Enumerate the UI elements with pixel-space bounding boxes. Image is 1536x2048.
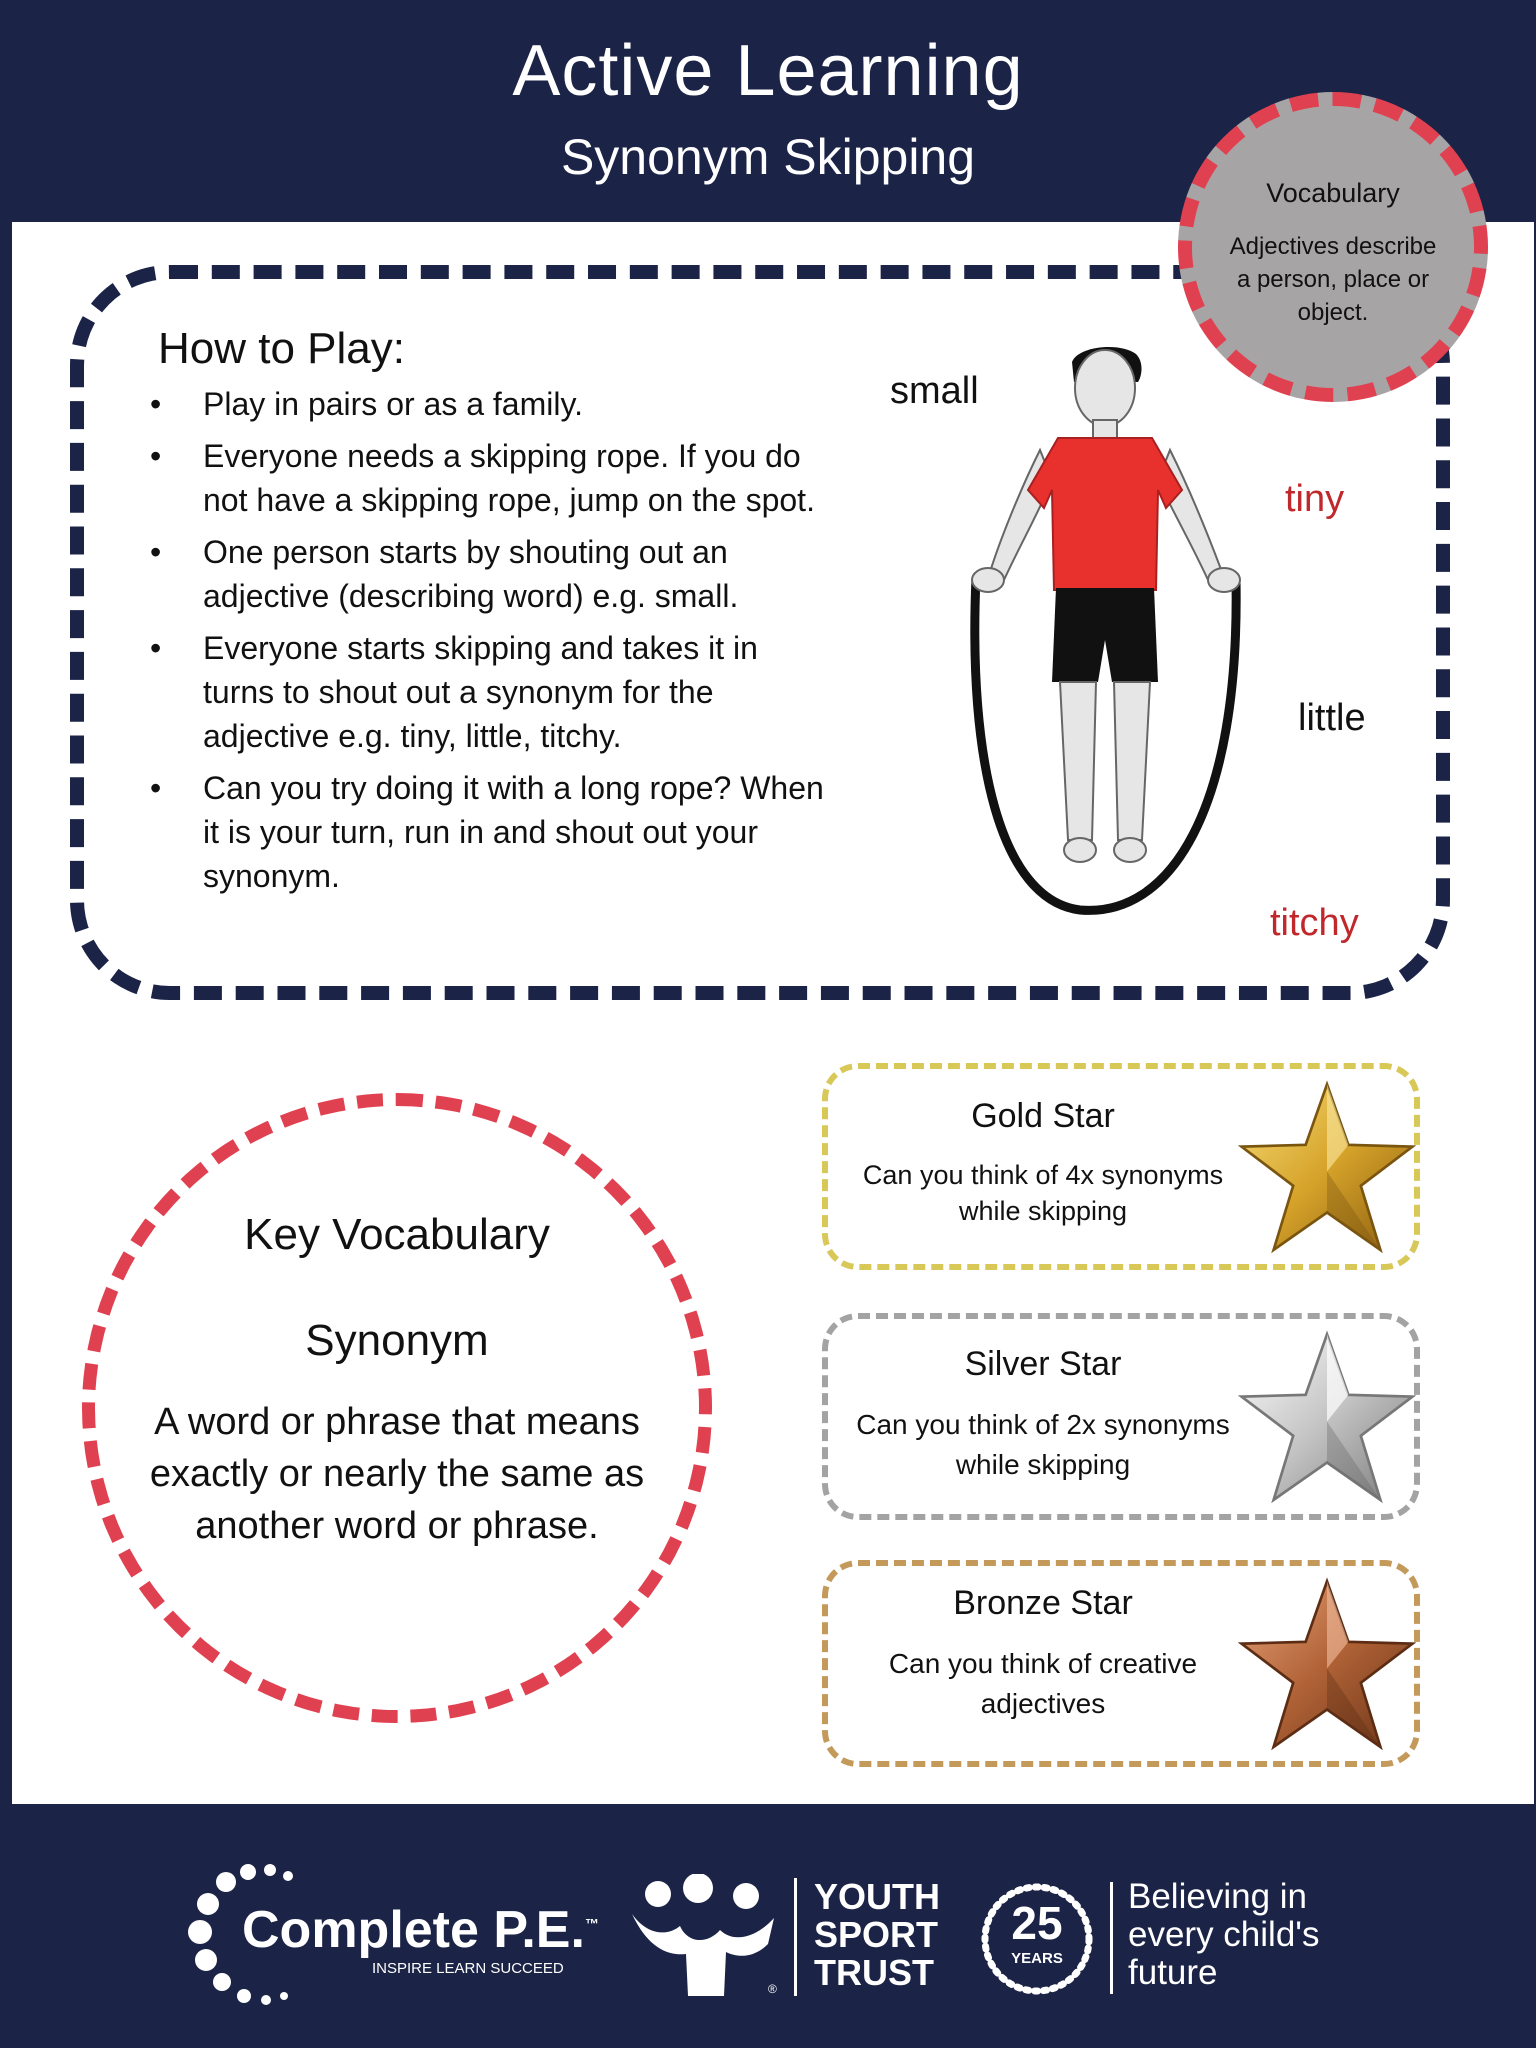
divider (1110, 1882, 1113, 1994)
how-to-play-title: How to Play: (158, 324, 405, 373)
list-item-text: Can you try doing it with a long rope? When it is your turn, run in and shout out your synonym. (203, 770, 824, 894)
youth-sport-trust-line1: YOUTH (814, 1876, 940, 1917)
synonym-word-little: little (1298, 697, 1366, 739)
list-item-text: One person starts by shouting out an adjective (describing word) e.g. small. (203, 534, 739, 614)
anniversary-number: 25 (1011, 1897, 1063, 1949)
slogan (1128, 1878, 1319, 1992)
silver-star-icon (1238, 1329, 1416, 1507)
bullet: • (150, 438, 162, 474)
bronze-star-box (822, 1560, 1420, 1767)
page-title: Active Learning (512, 31, 1024, 111)
complete-pe-logo-text (242, 1900, 599, 1960)
complete-pe-tagline: INSPIRE LEARN SUCCEED (372, 1960, 564, 1977)
key-vocabulary-circle (82, 1093, 712, 1723)
silver-star-description: Can you think of 2x synonyms while skipping (856, 1409, 1230, 1480)
how-to-play-list (150, 382, 830, 906)
gold-star-icon (1238, 1079, 1416, 1257)
list-item-text: Play in pairs or as a family. (203, 386, 583, 422)
key-vocabulary-definition: A word or phrase that means exactly or nearly the same as another word or phrase. (149, 1401, 645, 1547)
bronze-star-description: Can you think of creative adjectives (888, 1648, 1198, 1719)
list-item-text: Everyone starts skipping and takes it in turns to shout out a synonym for the adjective e.g. tiny, little, titchy. (203, 630, 758, 754)
gold-star-description: Can you think of 4x synonyms while skipping (862, 1160, 1224, 1226)
vocabulary-bubble (1178, 92, 1488, 402)
list-item (150, 626, 830, 758)
youth-sport-trust-figures-icon (628, 1874, 778, 2004)
bullet: • (150, 770, 162, 806)
youth-sport-trust-logo-text (814, 1878, 940, 1992)
synonym-word-small: small (890, 370, 979, 412)
silver-star-box (822, 1313, 1420, 1520)
complete-pe-name: Complete P.E. (242, 1901, 585, 1959)
synonym-word-tiny: tiny (1285, 478, 1345, 520)
youth-sport-trust-line2: SPORT (814, 1914, 939, 1955)
bullet: • (150, 386, 162, 422)
vocabulary-bubble-title: Vocabulary (1266, 178, 1400, 208)
synonym-word-titchy: titchy (1270, 902, 1359, 944)
footer-banner (0, 1804, 1536, 2048)
page-subtitle: Synonym Skipping (560, 129, 976, 185)
silver-star-title: Silver Star (964, 1345, 1122, 1383)
youth-sport-trust-registered: ® (768, 1982, 777, 1996)
anniversary-word: YEARS (1011, 1950, 1063, 1967)
slogan-line3: future (1128, 1953, 1218, 1992)
bullet: • (150, 534, 162, 570)
vocabulary-bubble-text: Adjectives describe a person, place or object. (1229, 233, 1437, 326)
list-item (150, 766, 830, 898)
gold-star-box (822, 1063, 1420, 1270)
gold-star-title: Gold Star (971, 1097, 1115, 1135)
list-item (150, 382, 830, 426)
bronze-star-icon (1238, 1576, 1416, 1754)
key-vocabulary-title: Key Vocabulary (244, 1210, 550, 1259)
youth-sport-trust-line3: TRUST (814, 1952, 934, 1993)
divider (794, 1878, 797, 1996)
list-item (150, 434, 830, 522)
slogan-line1: Believing in (1128, 1877, 1307, 1916)
complete-pe-trademark: ™ (584, 1915, 599, 1932)
list-item-text: Everyone needs a skipping rope. If you do not have a skipping rope, jump on the spot. (203, 438, 815, 518)
key-vocabulary-word: Synonym (305, 1316, 489, 1365)
skipping-person-illustration (960, 340, 1250, 920)
slogan-line2: every child's (1128, 1915, 1320, 1954)
bullet: • (150, 630, 162, 666)
bronze-star-title: Bronze Star (953, 1584, 1133, 1622)
list-item (150, 530, 830, 618)
